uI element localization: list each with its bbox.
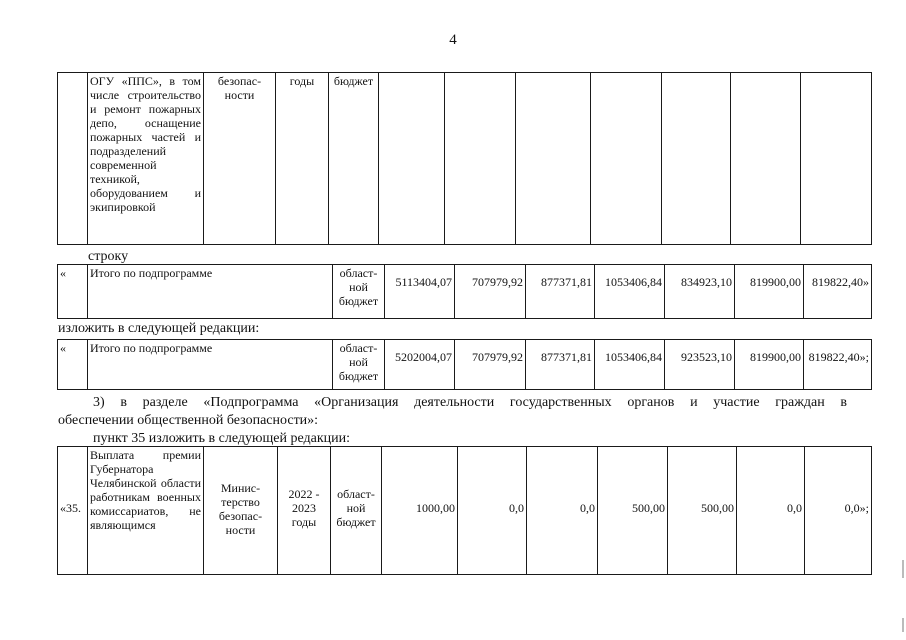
value-cell: 707979,92 [455,265,526,319]
funding-source-cell: област- ной бюджет [333,340,385,390]
value-cell [662,73,731,245]
total-label-cell: Итого по подпрограмме [88,340,333,390]
program-name-cell: ОГУ «ППС», в том числе строительство и ремонт пожарных депо, оснащение пожарных частей и подразделений современной техникой, оборудованием и экипировкой [88,73,204,245]
funding-source-cell: област- ной бюджет [331,447,382,575]
period-cell: 2022 - 2023 годы [278,447,331,575]
value-cell: 1053406,84 [595,265,665,319]
value-cell: 1053406,84 [595,340,665,390]
value-cell [379,73,445,245]
value-cell [516,73,591,245]
executor-cell: безопас- ности [204,73,276,245]
page-number: 4 [449,32,457,48]
label-row-word: строку [88,249,129,264]
value-cell [591,73,662,245]
scan-mark [902,618,904,632]
item-number-cell: «35. [58,447,88,575]
table-row [58,73,872,245]
value-cell: 834923,10 [665,265,735,319]
funding-source-cell: бюджет [329,73,379,245]
value-cell: 500,00 [668,447,737,575]
value-cell [801,73,872,245]
value-cell: 877371,81 [526,265,595,319]
value-cell: 5202004,07 [385,340,455,390]
value-cell: 923523,10 [665,340,735,390]
table-old-total [57,264,872,319]
value-cell: 0,0 [737,447,805,575]
paragraph-3-line-2: обеспечении общественной безопасности»: [58,413,319,428]
funding-source-cell: област- ной бюджет [333,265,385,319]
total-label-cell: Итого по подпрограмме [88,265,333,319]
executor-cell: Минис- терство безопас- ности [204,447,278,575]
table-row [58,340,872,390]
period-cell: годы [276,73,329,245]
value-cell: 0,0»; [805,447,872,575]
value-cell: 819822,40» [804,265,872,319]
table-row [58,447,872,575]
program-name-cell: Выплата премии Губернатора Челябинской области работникам военных комиссариатов, не являющимся [88,447,204,575]
value-cell: 877371,81 [526,340,595,390]
table-continuation [57,72,872,245]
quote-cell: « [58,340,88,390]
row-number-cell [58,73,88,245]
value-cell: 1000,00 [382,447,458,575]
label-replace: изложить в следующей редакции: [58,321,260,336]
value-cell: 819900,00 [735,265,804,319]
table-row [58,265,872,319]
table-new-total [57,339,872,390]
value-cell: 500,00 [598,447,668,575]
value-cell: 707979,92 [455,340,526,390]
value-cell [731,73,801,245]
table-item-35 [57,446,872,575]
paragraph-3-line-3: пункт 35 изложить в следующей редакции: [93,431,350,446]
quote-cell: « [58,265,88,319]
value-cell: 5113404,07 [385,265,455,319]
paragraph-3-line-1: 3) в разделе «Подпрограмма «Организация деятельности государственных органов и участие граждан в [93,395,847,410]
value-cell [445,73,516,245]
value-cell: 819900,00 [735,340,804,390]
value-cell: 819822,40»; [804,340,872,390]
value-cell: 0,0 [527,447,598,575]
scan-mark [902,560,904,578]
value-cell: 0,0 [458,447,527,575]
